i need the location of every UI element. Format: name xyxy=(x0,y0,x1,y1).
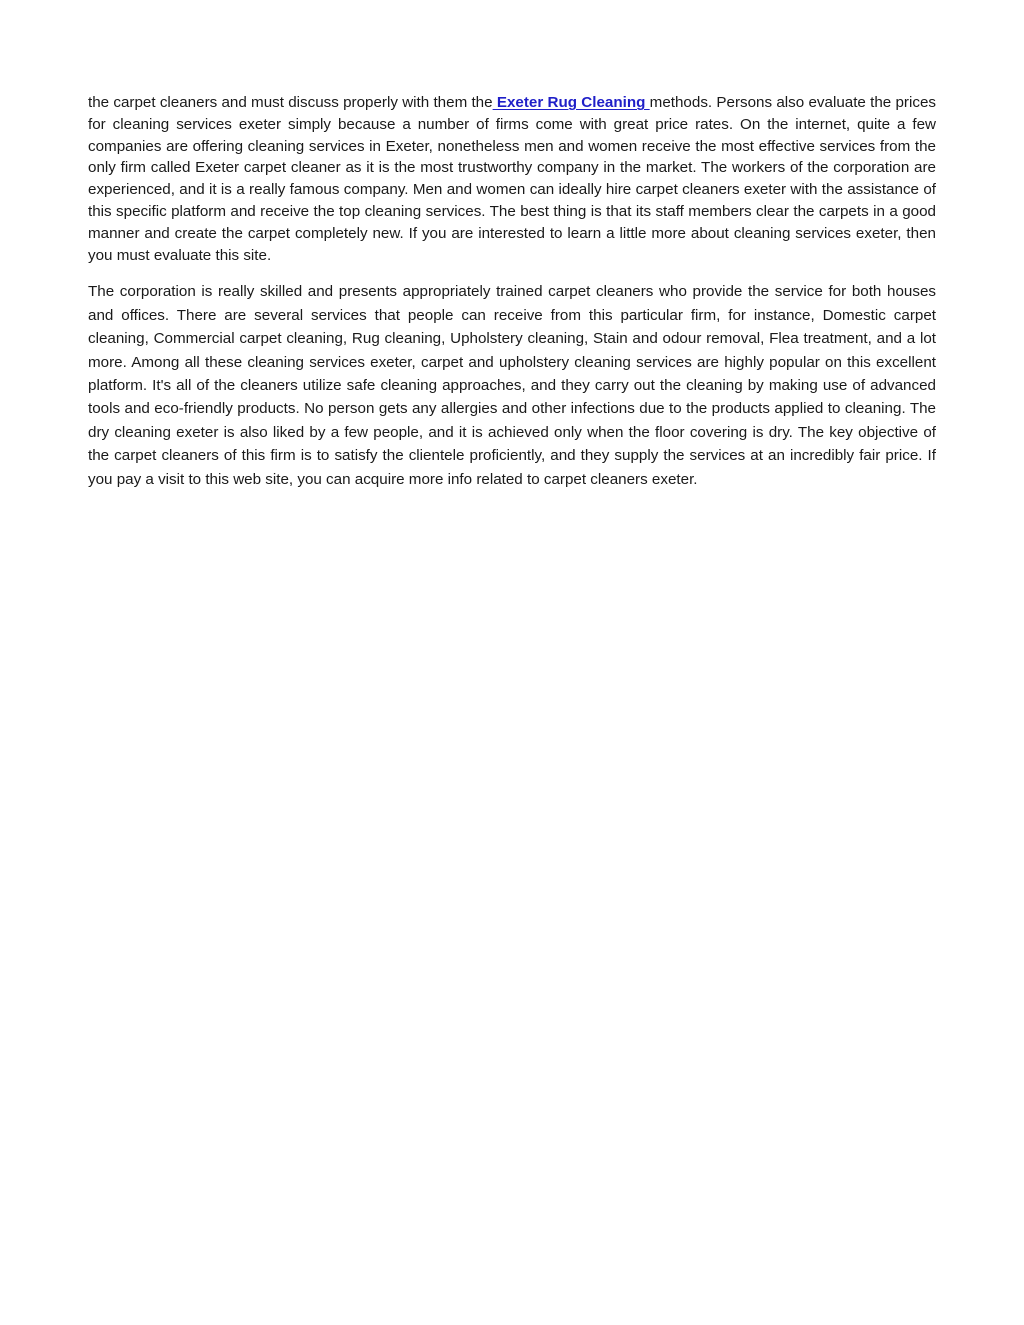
paragraph-2: The corporation is really skilled and presents appropriately trained carpet cleaners who provide the service for both houses and offices. There are several services that people can receive from this particular firm, for instance, Domestic carpet cleaning, Commercial carpet cleaning, Rug cleaning, Upholstery cleaning, Stain and odour removal, Flea treatment, and a lot more. Among all these cleaning services exeter, carpet and upholstery cleaning services are highly popular on this excellent platform. It's all of the cleaners utilize safe cleaning approaches, and they carry out the cleaning by making use of advanced tools and eco-friendly products. No person gets any allergies and other infections due to the products applied to cleaning. The dry cleaning exeter is also liked by a few people, and it is achieved only when the floor covering is dry. The key objective of the carpet cleaners of this firm is to satisfy the clientele proficiently, and they supply the services at an incredibly fair price. If you pay a visit to this web site, you can acquire more info related to carpet cleaners exeter. xyxy=(88,283,936,488)
paragraph-1 xyxy=(88,92,936,266)
document-page xyxy=(88,92,936,491)
paragraph-1-body-text: methods. Persons also evaluate the prices for cleaning services exeter simply because a number of firms come with great price rates. On the internet, quite a few companies are offering cleaning services in Exeter, nonetheless men and women receive the most effective services from the only firm called Exeter carpet cleaner as it is the most trustworthy company in the market. The workers of the corporation are experienced, and it is a really famous company. Men and women can ideally hire carpet cleaners exeter with the assistance of this specific platform and receive the top cleaning services. The best thing is that its staff members clear the carpets in a good manner and create the carpet completely new. If you are interested to learn a little more about cleaning services exeter, then you must evaluate this site. xyxy=(88,94,936,264)
exeter-rug-cleaning-link[interactable]: Exeter Rug Cleaning xyxy=(492,94,650,111)
paragraph-1-lead-text: the carpet cleaners and must discuss properly with them the xyxy=(88,94,493,111)
